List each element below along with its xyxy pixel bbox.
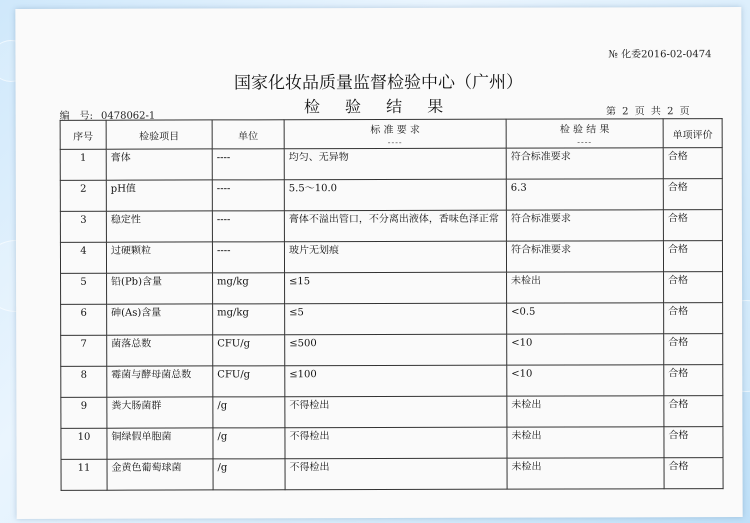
cell-no: 2 (60, 180, 106, 211)
cell-item: 铜绿假单胞菌 (107, 428, 213, 459)
cell-result: <10 (507, 365, 664, 396)
cell-no: 9 (61, 397, 107, 428)
cell-unit: ---- (212, 149, 284, 180)
table-row (60, 148, 722, 181)
cell-standard: ≤15 (285, 272, 507, 304)
cell-item: 铅(Pb)含量 (107, 273, 213, 304)
header-unit: 单位 (212, 120, 284, 149)
cell-standard: 玻片无划痕 (284, 241, 506, 273)
cell-judgement: 合格 (664, 396, 723, 427)
cell-judgement: 合格 (664, 334, 723, 365)
cell-result: 符合标准要求 (506, 210, 663, 241)
header-result-label: 检 验 结 果 (559, 124, 610, 136)
cell-item: 砷(As)含量 (107, 304, 213, 335)
cell-standard: ≤5 (285, 303, 507, 335)
cell-no: 4 (60, 242, 106, 273)
report-subtitle: 检 验 结 果 (303, 96, 454, 117)
header-no: 序号 (60, 120, 106, 149)
table-row (61, 303, 723, 336)
cell-item: pH值 (106, 180, 212, 211)
cell-unit: /g (213, 459, 285, 490)
cell-result: 符合标准要求 (506, 241, 663, 272)
cell-judgement: 合格 (663, 210, 722, 241)
cell-unit: mg/kg (213, 304, 285, 335)
cell-judgement: 合格 (664, 427, 723, 458)
page-indicator: 第 2 页 共 2 页 (605, 106, 690, 118)
cell-no: 10 (61, 428, 107, 459)
cell-standard: 不得检出 (285, 458, 507, 490)
table-row (61, 365, 723, 398)
table-row (61, 458, 723, 491)
serial-label: 编 号: (59, 110, 94, 122)
cell-unit: mg/kg (213, 273, 285, 304)
cell-unit: ---- (212, 180, 284, 211)
table-header-row (60, 119, 722, 150)
header-result (506, 119, 663, 148)
table-row (61, 427, 723, 460)
report-page (15, 7, 742, 519)
cell-standard: 膏体不溢出管口，不分离出液体，香味色泽正常 (284, 210, 506, 242)
cell-item: 粪大肠菌群 (107, 397, 213, 428)
cell-standard: ≤100 (285, 365, 507, 397)
cell-unit: CFU/g (213, 366, 285, 397)
table-row (60, 241, 722, 274)
cell-judgement: 合格 (664, 458, 723, 489)
cell-unit: /g (213, 397, 285, 428)
cell-result: 未检出 (507, 458, 664, 489)
serial-value: 0478062-1 (100, 110, 156, 122)
cell-no: 1 (60, 149, 106, 180)
header-result-sub: ---- (577, 137, 593, 147)
results-table (60, 118, 724, 491)
institution-title: 国家化妆品质量监督检验中心（广州） (234, 72, 524, 94)
header-judgement: 单项评价 (663, 119, 722, 148)
cell-result: 未检出 (507, 272, 664, 303)
cell-judgement: 合格 (663, 241, 722, 272)
cell-result: 未检出 (507, 396, 664, 427)
cell-item: 膏体 (106, 149, 212, 180)
cell-judgement: 合格 (664, 272, 723, 303)
cell-result: <10 (507, 334, 664, 365)
cell-unit: CFU/g (213, 335, 285, 366)
header-standard-sub: ---- (387, 137, 403, 147)
cell-unit: /g (213, 428, 285, 459)
cell-judgement: 合格 (663, 148, 722, 179)
cell-item: 稳定性 (106, 211, 212, 242)
cell-standard: 均匀、无异物 (284, 148, 506, 180)
cell-no: 6 (61, 304, 107, 335)
table-row (60, 179, 722, 212)
header-standard-label: 标 准 要 求 (370, 124, 420, 137)
cell-result: 6.3 (506, 179, 663, 210)
cell-item: 霉菌与酵母菌总数 (107, 366, 213, 397)
table-row (61, 396, 723, 429)
cell-no: 8 (61, 366, 107, 397)
cell-standard: 5.5～10.0 (284, 179, 506, 211)
cell-item: 金黄色葡萄球菌 (107, 459, 213, 490)
cell-result: 未检出 (507, 427, 664, 458)
header-item: 检验项目 (106, 120, 212, 149)
cell-standard: ≤500 (285, 334, 507, 366)
table-row (61, 334, 723, 367)
cell-standard: 不得检出 (285, 427, 507, 459)
cell-no: 11 (61, 459, 107, 490)
cell-judgement: 合格 (664, 303, 723, 334)
cell-item: 过硬颗粒 (106, 242, 212, 273)
cell-result: 符合标准要求 (506, 148, 663, 179)
cell-judgement: 合格 (664, 365, 723, 396)
cell-result: <0.5 (507, 303, 664, 334)
header-standard (284, 119, 506, 149)
cell-item: 菌落总数 (107, 335, 213, 366)
cell-judgement: 合格 (663, 179, 722, 210)
cell-unit: ---- (212, 242, 284, 273)
cell-standard: 不得检出 (285, 396, 507, 428)
table-row (61, 272, 723, 305)
cell-unit: ---- (212, 211, 284, 242)
document-number: № 化委2016-02-0474 (608, 49, 712, 61)
cell-no: 3 (60, 211, 106, 242)
cell-no: 5 (61, 273, 107, 304)
cell-no: 7 (61, 335, 107, 366)
table-row (60, 210, 722, 243)
